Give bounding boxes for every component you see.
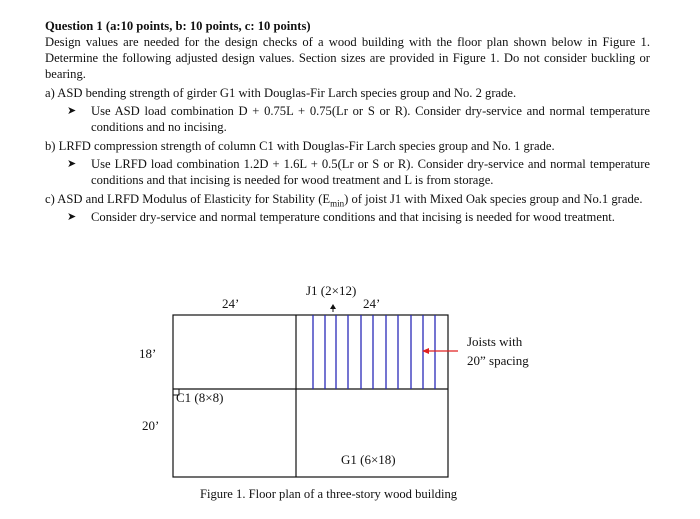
part-a-description: ASD bending strength of girder G1 with Douglas-Fir Larch species group and No. 2 grade. (57, 86, 517, 100)
part-b (45, 138, 650, 188)
part-c-subscript: min (330, 198, 345, 209)
joist-group (313, 315, 435, 389)
part-a-label: a) (45, 86, 55, 100)
j1-arrow-icon (330, 304, 336, 309)
joists-note-line1: Joists with (467, 334, 523, 349)
arrow-bullet-icon: ➤ (67, 105, 77, 117)
column-c1-label: C1 (8×8) (176, 390, 224, 405)
part-b-bullet (45, 156, 650, 188)
part-c (45, 191, 650, 225)
height-top-label: 18’ (139, 346, 157, 361)
question-intro: Design values are needed for the design checks of a wood building with the floor plan shown below in Figure 1. Determine the following adjusted design values. Section sizes are provided in Figure 1. Do not consider buckling or bearing. (45, 35, 650, 81)
part-c-text (45, 191, 650, 207)
part-b-label: b) (45, 139, 56, 153)
span-left-label: 24’ (222, 296, 240, 311)
joists-note-line2: 20” spacing (467, 353, 529, 368)
part-c-label: c) (45, 192, 55, 206)
question-title: Question 1 (a:10 points, b: 10 points, c: 10 points) (45, 19, 311, 33)
question-document (45, 18, 650, 225)
part-b-description: LRFD compression strength of column C1 with Douglas-Fir Larch species group and No. 1 grade. (58, 139, 555, 153)
part-a (45, 85, 650, 135)
part-a-text (45, 85, 650, 101)
part-c-description-end: ) of joist J1 with Mixed Oak species group and No.1 grade. (344, 192, 643, 206)
arrow-bullet-icon: ➤ (67, 158, 77, 170)
figure-caption: Figure 1. Floor plan of a three-story wood building (200, 487, 458, 501)
height-bottom-label: 20’ (142, 418, 160, 433)
arrow-head-icon (422, 348, 429, 354)
part-c-bullet (45, 209, 650, 225)
part-b-bullet-text: Use LRFD load combination 1.2D + 1.6L + 0.5(Lr or S or R). Consider dry-service and normal temperature conditions and that incising is needed for wood treatment and L is from storage. (91, 157, 650, 187)
part-c-description-start: ASD and LRFD Modulus of Elasticity for Stability (E (57, 192, 331, 206)
arrow-bullet-icon: ➤ (67, 211, 77, 223)
part-b-text (45, 138, 650, 154)
span-right-label: 24’ (363, 296, 381, 311)
joist-j1-label: J1 (2×12) (306, 283, 357, 298)
part-c-bullet-text: Consider dry-service and normal temperature conditions and that incising is needed for wood treatment. (91, 210, 615, 224)
part-a-bullet (45, 103, 650, 135)
part-a-bullet-text: Use ASD load combination D + 0.75L + 0.75(Lr or S or R). Consider dry-service and normal temperature conditions and no incising. (91, 104, 650, 134)
girder-g1-label: G1 (6×18) (341, 452, 396, 467)
